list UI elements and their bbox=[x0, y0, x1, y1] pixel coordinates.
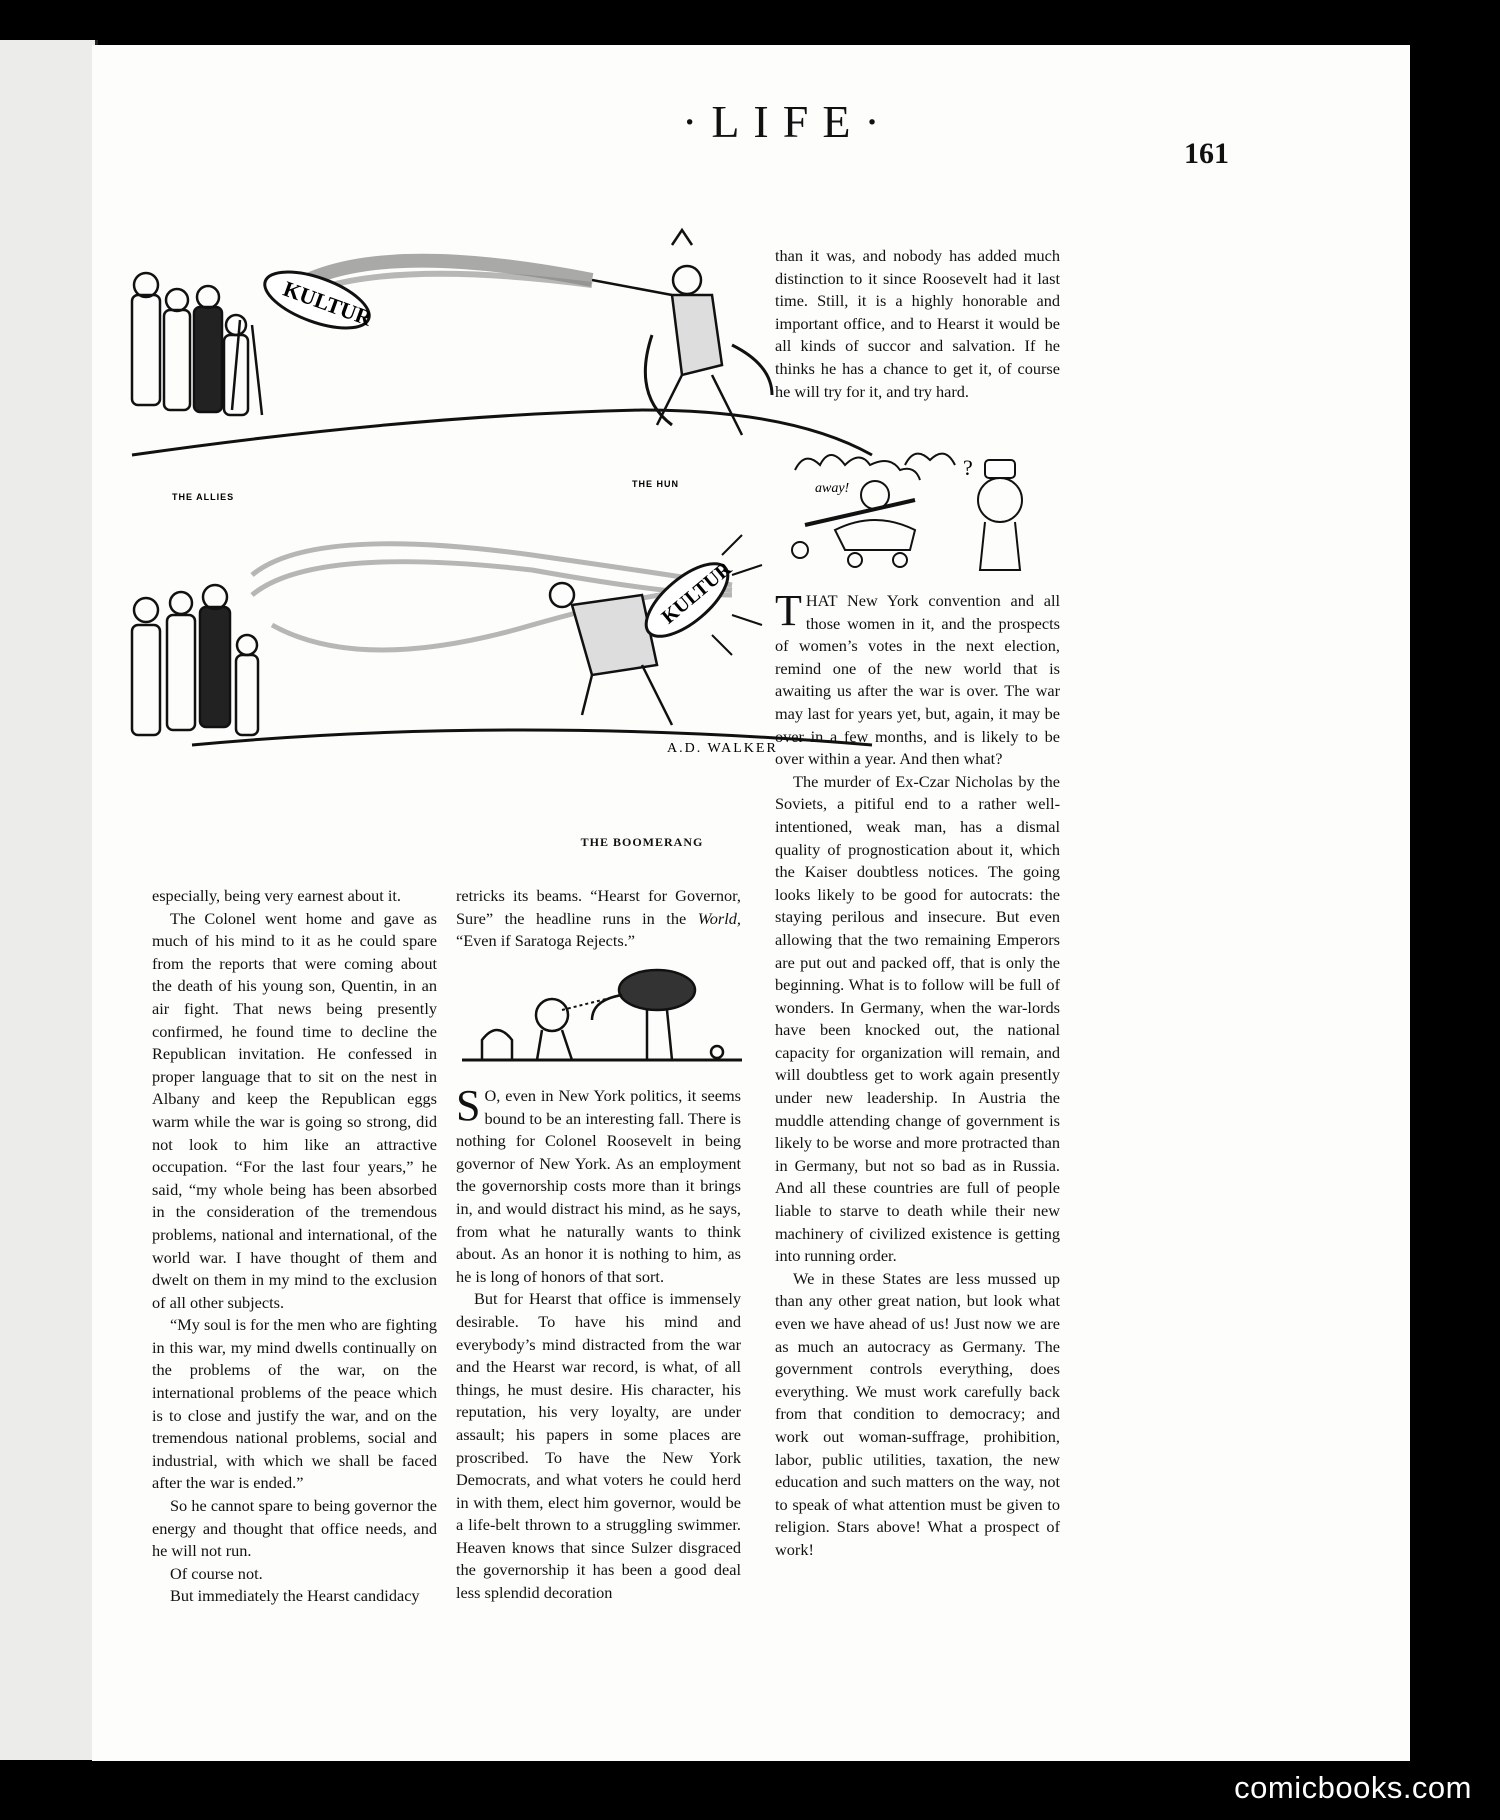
text-column-2-body bbox=[456, 1081, 741, 1605]
page-gutter bbox=[0, 40, 98, 1760]
col1-paragraph: So he cannot spare to being governor the energy and thought that office needs, and he will not run. bbox=[152, 1496, 437, 1561]
col2-intro-text: retricks its beams. “Hearst for Governor, Sure” the headline runs in the bbox=[456, 886, 741, 928]
dropcap-t: T bbox=[775, 586, 802, 635]
label-the-allies: THE ALLIES bbox=[172, 492, 235, 502]
masthead-title: ·LIFE· bbox=[682, 96, 894, 147]
text-column-1 bbox=[152, 885, 437, 1608]
col1-paragraph: But immediately the Hearst candidacy bbox=[170, 1586, 420, 1606]
label-the-hun: THE HUN bbox=[632, 479, 679, 489]
col2-paragraph bbox=[456, 1081, 741, 1288]
magazine-page bbox=[92, 45, 1410, 1761]
col2-intro-italic: World, bbox=[697, 908, 741, 928]
question-mark: ? bbox=[963, 455, 973, 480]
col3-paragraph: The murder of Ex-Czar Nicholas by the Soviets, a pitiful end to a rather well-intentioned, weak man, has a dismal quality of prognostication about it, which the Kaiser doubtless notices. The going looks likely to be good for autocrats: the staying perilous and insecure. But even allowing that the two remaining Emperors are put out and packed off, that is only the beginning. What is to follow will be full of wonders. In Germany, when the war-lords have been knocked out, the national capacity for organization will remain, and will doubtless get to work again presently under new leadership. In Austria the muddle attending change of government is likely to be worse and more protracted than in Germany, but not so bad as in Russia. And all these countries are full of people liable to starve to death while their new machinery of civilized existence is getting into running order. bbox=[775, 771, 1060, 1266]
col3-paragraph: We in these States are less mussed up than any other great nation, but look what even we have ahead of us! Just now we are as much an autocracy as Germany. The government controls everything, does everything. We must work carefully back from that condition to democracy; and work out woman-suffrage, prohibition, labor, public utilities, taxation, the new education and such matters on the way, not to speak of what attention must be given to religion. Stars above! What a prospect of work! bbox=[775, 1268, 1060, 1559]
cartoon-baby-and-hearst bbox=[775, 440, 1060, 580]
col3-paragraph bbox=[775, 586, 1060, 771]
artist-signature: A.D. WALKER bbox=[667, 741, 778, 756]
col1-paragraph: “My soul is for the men who are fighting in this war, my mind dwells continually on the problems of the war, on the international problems of the peace which is to close and justify the war, and on the tremendous national problems, social and industrial, with which we shall be faced after the war is ended.” bbox=[152, 1315, 437, 1493]
dropcap-s: S bbox=[456, 1081, 481, 1130]
col2-intro bbox=[456, 885, 741, 953]
site-watermark: comicbooks.com bbox=[1234, 1770, 1472, 1805]
col1-paragraph: Of course not. bbox=[170, 1563, 263, 1583]
kultur-label-bottom: KULTUR bbox=[657, 557, 736, 629]
cartoon-ostrich-hearst bbox=[462, 960, 742, 1070]
col2-paragraph-text: O, even in New York politics, it seems bound to be an interesting fall. There is nothing for Colonel Roosevelt in being governor of New York. As an employment the governorship costs more than it brings in, and would distract his mind, as he says, from what he naturally wants to think about. As an honor it is nothing to him, as he is long of honors of that sort. bbox=[456, 1086, 741, 1286]
col1-paragraph: The Colonel went home and gave as much of his mind to it as he could spare from the reports that were coming about the death of his young son, Quentin, in an air fight. That news being presently confirmed, he found time to decline the Republican invitation. He confessed in proper language that to sit on the nest in Albany and keep the Republican eggs warm while the war is going so strong, did not look to him like an attractive occupation. “For the last four years,” he said, “my whole being has been absorbed in the consideration of the tremendous problems, national and international, of the world war. I have thought of them and dwelt on them in my mind to the exclusion of all other subjects. bbox=[152, 908, 437, 1312]
col3-paragraph-text: HAT New York convention and all those women in it, and the prospects of women’s votes in the next election, remind one of the new world that is awaiting us after the war is over. The war may last for years yet, but, again, it may be over in a few months, and is likely to be over within a year. And then what? bbox=[775, 591, 1060, 769]
text-column-2 bbox=[456, 885, 741, 953]
kultur-label-top: KULTUR bbox=[280, 275, 376, 331]
col3-intro: than it was, and nobody has added much distinction to it since Roosevelt had it last time. Still, it is a highly honorable and important office, and to Hearst it would be all kinds of succor and salvation. If he thinks he has a chance to get it, of course he will try for it, and try hard. bbox=[775, 246, 1060, 401]
page-number: 161 bbox=[1184, 137, 1229, 170]
text-column-3-top bbox=[775, 245, 1060, 403]
cartoon-caption: THE BOOMERANG bbox=[580, 835, 704, 849]
col2-intro-end: “Even if Saratoga Rejects.” bbox=[456, 931, 636, 951]
word-away: away! bbox=[815, 481, 850, 496]
text-column-3-body bbox=[775, 586, 1060, 1562]
col2-paragraph: But for Hearst that office is immensely desirable. To have his mind and everybody’s mind distracted from the war and the Hearst war record, is what, of all things, he must desire. His character, his reputation, his very loyalty, are under assault; his papers in some places are proscribed. To have the New York Democrats, and what voters he could herd in with them, elect him governor, would be a life-belt thrown to a struggling swimmer. Heaven knows that since Sulzer disgraced the governorship it has been a good deal less splendid decoration bbox=[456, 1289, 741, 1603]
col1-paragraph: especially, being very earnest about it. bbox=[152, 886, 401, 905]
